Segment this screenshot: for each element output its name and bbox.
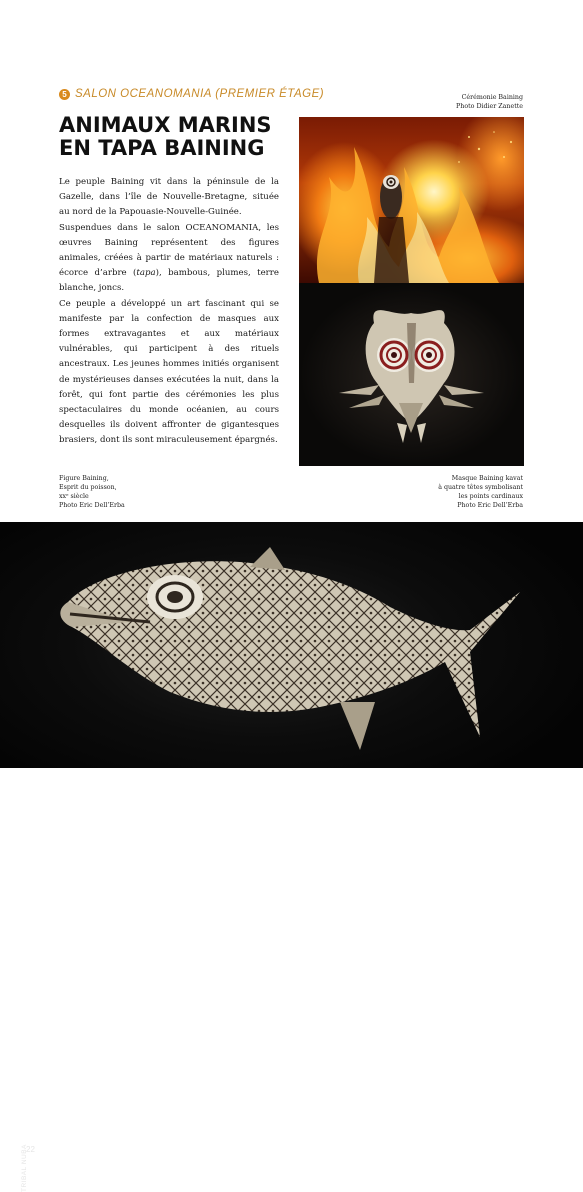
caption-line: xxᵉ siècle: [59, 493, 89, 500]
caption-line: Photo Eric Dell’Erba: [457, 502, 523, 509]
caption-line: Cérémonie Baining: [461, 94, 523, 101]
paragraph-3: Ce peuple a développé un art fascinant qui se manifeste par la confection de masques aux formes extravagantes et aux matériaux vulnérables, qui participent à des rituels ancestraux. Les jeunes hommes initiés organisent de mystérieuses danses exécutées la nuit, dans la forêt, qui font partie des cérémonies les plus spectaculaires du monde océanien, au cours desquelles ils doivent affronter de gigantesques brasiers, dont ils sont miraculeusement épargnés.: [59, 298, 279, 446]
caption-line: à quatre têtes symbolisant: [438, 484, 523, 491]
fire-illustration: [299, 117, 524, 283]
ceremony-fire-photo: [299, 117, 524, 283]
paragraph-2: [59, 221, 279, 297]
title-line-1: ANIMAUX MARINS: [59, 113, 272, 137]
caption-line: Photo Didier Zanette: [456, 103, 523, 110]
caption-line: Photo Eric Dell’Erba: [59, 502, 125, 509]
caption-line: Esprit du poisson,: [59, 484, 117, 491]
kavat-mask-photo: [299, 283, 524, 466]
article-body: [59, 175, 279, 449]
paragraph-2-text-a: Suspendues dans le salon OCEANOMANIA, les œuvres Baining représentent des figures animales, créées à partir de matériaux naturels : écorce d’arbre (: [59, 222, 279, 279]
fish-spirit-photo: [0, 522, 583, 1192]
page-number: 22: [26, 1145, 35, 1154]
section-tag: [59, 88, 324, 100]
caption-fish-figure: [59, 474, 125, 510]
caption-ceremony: [456, 93, 523, 111]
paragraph-2-text-b: ), bambous, plumes, terre blanche, joncs.: [59, 268, 279, 294]
title-line-2: EN TAPA BAINING: [59, 136, 265, 160]
fish-illustration: [0, 522, 583, 768]
side-label: TRIBAL NUBA: [21, 1144, 28, 1192]
caption-kavat-mask: [438, 474, 523, 510]
caption-line: Masque Baining kavat: [451, 475, 523, 482]
mask-illustration: [299, 283, 524, 466]
paragraph-1: Le peuple Baining vit dans la péninsule de la Gazelle, dans l’île de Nouvelle-Bretagne, située au nord de la Papouasie-Nouvelle-Guinée.: [59, 177, 279, 218]
caption-line: les points cardinaux: [458, 493, 523, 500]
caption-line: Figure Baining,: [59, 475, 109, 482]
page-title: [59, 114, 289, 160]
section-number-badge: 5: [59, 89, 70, 100]
paragraph-2-italic-term: tapa: [136, 268, 156, 279]
section-label: SALON OCEANOMANIA (PREMIER ÉTAGE): [75, 88, 325, 100]
